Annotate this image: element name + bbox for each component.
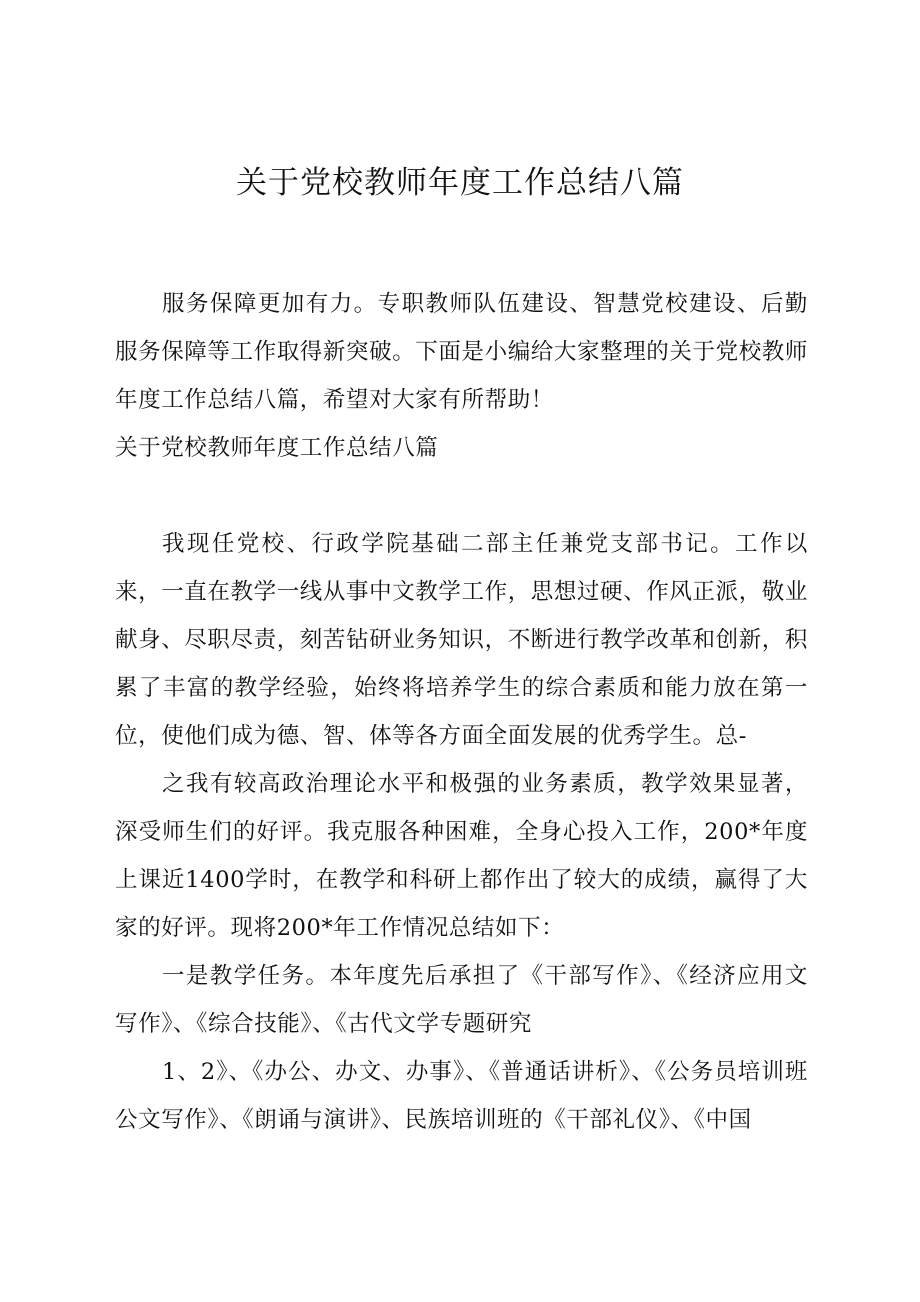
body-paragraph-1: 我现任党校、行政学院基础二部主任兼党支部书记。工作以来，一直在教学一线从事中文教学工作，思想过硬、作风正派，敬业献身、尽职尽责，刻苦钻研业务知识，不断进行教学改革和创新，积累了丰富的教学经验，始终将培养学生的综合素质和能力放在第一位，使他们成为德、智、体等各方面全面发展的优秀学生。总- — [115, 531, 809, 749]
body-paragraph-3: 一是教学任务。本年度先后承担了《干部写作》、《经济应用文写作》、《综合技能》、《古代文学专题研究 — [115, 963, 808, 1037]
document-title: 关于党校教师年度工作总结八篇 — [236, 165, 684, 201]
section-subheading: 关于党校教师年度工作总结八篇 — [115, 435, 439, 461]
intro-paragraph: 服务保障更加有力。专职教师队伍建设、智慧党校建设、后勤服务保障等工作取得新突破。下面是小编给大家整理的关于党校教师年度工作总结八篇，希望对大家有所帮助！ — [115, 291, 809, 413]
main-body — [115, 520, 808, 1144]
body-paragraph-4: 1、2》、《办公、办文、办事》、《普通话讲析》、《公务员培训班公文写作》、《朗诵与演讲》、民族培训班的《干部礼仪》、《中国 — [115, 1059, 808, 1133]
body-paragraph-2: 之我有较高政治理论水平和极强的业务素质，教学效果显著，深受师生们的好评。我克服各种困难，全身心投入工作，200*年度上课近1400学时，在教学和科研上都作出了较大的成绩，赢得了大家的好评。现将200*年工作情况总结如下： — [115, 771, 808, 941]
